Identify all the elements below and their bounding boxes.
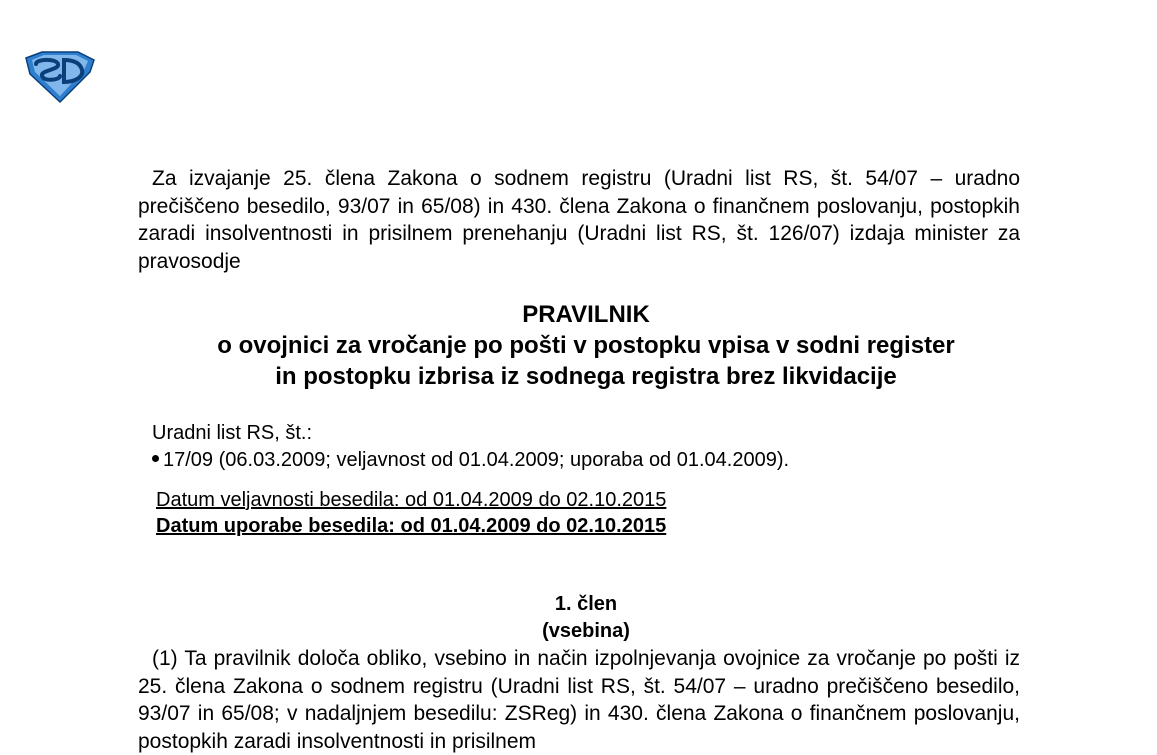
gazette-entry [152,447,789,474]
logo-emblem [22,48,96,104]
intro-paragraph: Za izvajanje 25. člena Zakona o sodnem registru (Uradni list RS, št. 54/07 – uradno prečiščeno besedilo, 93/07 in 65/08) in 430. člena Zakona o finančnem poslovanju, postopkih zaradi insolventnosti in prisilnem prenehanju (Uradni list RS, št. 126/07) izdaja minister za pravosodje [138,167,1020,273]
document-subtitle [138,330,1034,392]
date-block [156,487,666,539]
validity-date: Datum veljavnosti besedila: od 01.04.2009 do 02.10.2015 [156,489,667,511]
article-paragraph: (1) Ta pravilnik določa obliko, vsebino in način izpolnjevanja ovojnice za vročanje po pošti iz 25. člena Zakona o sodnem registru (Uradni list RS, št. 54/07 – uradno prečiščeno besedilo, 93/07 in 65/08; v nadaljnjem besedilu: ZSReg) in 430. člena Zakona o finančnem poslovanju, postopkih zaradi insolventnosti in prisilnem [138,647,1020,753]
subtitle-line-1: o ovojnici za vročanje po pošti v postopku vpisa v sodni register [217,332,955,359]
gazette-reference [152,420,789,474]
subtitle-line-2: in postopku izbrisa iz sodnega registra brez likvidacije [275,363,897,390]
article-number: 1. člen [554,593,618,615]
document-title: PRAVILNIK [522,301,650,328]
gazette-label: Uradni list RS, št.: [152,422,313,444]
application-date: Datum uporabe besedila: od 01.04.2009 do 02.10.2015 [156,515,667,537]
logo [22,48,96,104]
gazette-entry-text: 17/09 (06.03.2009; veljavnost od 01.04.2009; uporaba od 01.04.2009). [163,449,790,471]
article-name: (vsebina) [542,620,630,642]
bullet-icon [152,455,159,462]
